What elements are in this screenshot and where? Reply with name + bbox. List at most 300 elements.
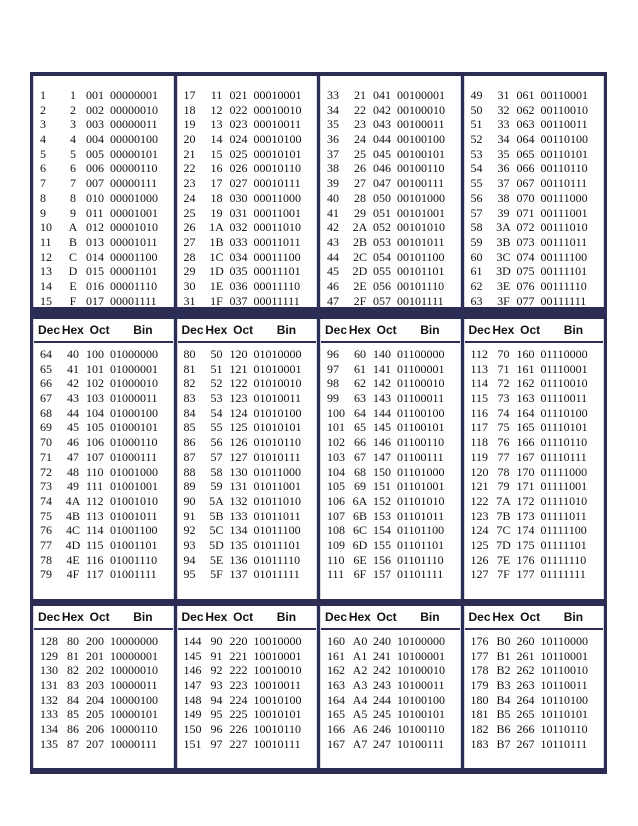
bin-value: 00100111 [397, 176, 445, 191]
dec-value: 117 [470, 420, 489, 435]
hex-value: 62 [354, 376, 366, 391]
bin-value: 01000001 [110, 361, 158, 376]
bin-value: 00111001 [540, 205, 588, 220]
table-rows [321, 630, 460, 752]
bin-value: 10000101 [110, 707, 158, 722]
table-rows [178, 343, 317, 582]
table-row [465, 191, 604, 206]
dec-value: 67 [40, 391, 52, 406]
oct-value: 173 [516, 508, 535, 523]
bin-value: 01101110 [397, 552, 444, 567]
dec-value: 146 [183, 663, 202, 678]
oct-value: 137 [229, 567, 248, 582]
dec-value: 27 [183, 234, 196, 249]
table-row [178, 538, 317, 553]
table-row [321, 147, 460, 162]
hex-value: 80 [67, 634, 79, 648]
hex-value: 6B [352, 508, 367, 523]
hex-value: 56 [210, 435, 223, 450]
hex-value: 25 [354, 146, 366, 161]
hex-value: A2 [352, 663, 368, 678]
oct-value: 045 [373, 146, 391, 161]
bin-value: 00110100 [540, 132, 589, 147]
dec-value: 180 [470, 692, 489, 707]
table-row [34, 88, 173, 103]
hex-value: 5D [209, 537, 224, 552]
hex-value: 92 [210, 663, 223, 678]
dec-value: 177 [470, 648, 489, 663]
oct-value: 027 [229, 176, 248, 191]
column-header-row [34, 319, 173, 343]
bin-value: 01010110 [253, 435, 302, 450]
bin-value: 10110100 [540, 692, 589, 707]
hex-value: 5C [209, 523, 224, 538]
table-row [178, 663, 317, 678]
table-row [321, 161, 460, 176]
table-row [321, 191, 460, 206]
dec-value: 44 [327, 249, 339, 264]
dec-value: 2 [40, 102, 46, 117]
column-header-row [465, 606, 604, 630]
table-row [178, 362, 317, 377]
oct-value: 051 [373, 205, 391, 220]
dec-value: 80 [183, 347, 196, 361]
bin-value: 01000000 [110, 347, 158, 361]
header-oct: Oct [376, 323, 397, 337]
bin-value: 01110010 [540, 376, 588, 391]
dec-value: 29 [183, 264, 196, 279]
dec-value: 115 [470, 391, 489, 406]
table-row [178, 678, 317, 693]
hex-value: 18 [210, 190, 223, 205]
oct-value: 070 [516, 190, 535, 205]
dec-value: 12 [40, 249, 52, 264]
hex-value: A1 [352, 648, 368, 663]
table-column [464, 606, 605, 768]
bin-value: 01101000 [397, 464, 445, 479]
oct-value: 064 [516, 132, 535, 147]
table-row [321, 538, 460, 553]
dec-value: 114 [470, 376, 489, 391]
dec-value: 6 [40, 161, 46, 176]
dec-value: 24 [183, 190, 196, 205]
bin-value: 00011111 [253, 293, 300, 307]
dec-value: 25 [183, 205, 196, 220]
table-row [178, 737, 317, 752]
hex-value: 26 [354, 161, 366, 176]
table-row [465, 235, 604, 250]
table-row [465, 722, 604, 737]
table-row [34, 693, 173, 708]
oct-value: 066 [516, 161, 535, 176]
table-rows [465, 343, 604, 582]
dec-value: 4 [40, 132, 46, 147]
table-row [321, 450, 460, 465]
bin-value: 00101001 [397, 205, 445, 220]
oct-value: 162 [516, 376, 535, 391]
hex-value: 57 [210, 449, 223, 464]
hex-value: 40 [67, 347, 79, 361]
hex-value: 41 [67, 361, 79, 376]
bin-value: 01000011 [110, 391, 158, 406]
dec-value: 87 [183, 449, 196, 464]
dec-value: 133 [40, 707, 58, 722]
dec-value: 34 [327, 102, 339, 117]
oct-value: 072 [516, 220, 535, 235]
table-row [465, 435, 604, 450]
bin-value: 00000101 [110, 146, 158, 161]
bin-value: 10000111 [110, 736, 158, 751]
hex-value: 74 [497, 405, 510, 420]
hex-value: A0 [352, 634, 368, 648]
bin-value: 01101101 [397, 537, 445, 552]
bin-value: 00111110 [540, 278, 587, 293]
oct-value: 111 [86, 479, 104, 494]
table-row [178, 347, 317, 362]
dec-value: 124 [470, 523, 489, 538]
bin-value: 01100000 [397, 347, 445, 361]
table-row [465, 509, 604, 524]
dec-value: 75 [40, 508, 52, 523]
table-row [34, 220, 173, 235]
oct-value: 062 [516, 102, 535, 117]
table-row [178, 117, 317, 132]
hex-value: 8 [70, 190, 76, 205]
dec-value: 144 [183, 634, 202, 648]
oct-value: 102 [86, 376, 104, 391]
oct-value: 154 [373, 523, 391, 538]
oct-value: 160 [516, 347, 535, 361]
hex-value: 4A [65, 493, 81, 508]
oct-value: 156 [373, 552, 391, 567]
oct-value: 122 [229, 376, 248, 391]
table-row [178, 161, 317, 176]
oct-value: 262 [516, 663, 535, 678]
bin-value: 00001101 [110, 264, 158, 279]
dec-value: 22 [183, 161, 196, 176]
table-row [321, 250, 460, 265]
bin-value: 10000100 [110, 692, 158, 707]
table-rows [321, 76, 460, 307]
hex-value: 68 [354, 464, 366, 479]
hex-value: 33 [497, 117, 510, 132]
table-row [465, 663, 604, 678]
oct-value: 152 [373, 493, 391, 508]
table-row [34, 567, 173, 582]
hex-value: 4B [65, 508, 80, 523]
table-row [321, 420, 460, 435]
hex-value: 53 [210, 391, 223, 406]
dec-value: 148 [183, 692, 202, 707]
hex-value: 3C [496, 249, 511, 264]
bin-value: 10000000 [110, 634, 158, 648]
table-row [178, 391, 317, 406]
table-row [465, 678, 604, 693]
bin-value: 10010001 [253, 648, 302, 663]
dec-value: 119 [470, 449, 489, 464]
oct-value: 261 [516, 648, 535, 663]
bin-value: 01100100 [397, 405, 445, 420]
hex-value: 2 [70, 102, 76, 117]
hex-value: 69 [354, 479, 366, 494]
table-row [178, 465, 317, 480]
hex-value: 50 [210, 347, 223, 361]
header-dec: Dec [325, 610, 348, 624]
oct-value: 063 [516, 117, 535, 132]
hex-value: A4 [352, 692, 368, 707]
table-row [178, 494, 317, 509]
table-column [177, 319, 318, 599]
oct-value: 247 [373, 736, 391, 751]
dec-value: 1 [40, 88, 46, 102]
bin-value: 10110011 [540, 678, 588, 693]
bin-value: 01011010 [253, 493, 302, 508]
dec-value: 149 [183, 707, 202, 722]
hex-value: 1C [209, 249, 224, 264]
table-row [321, 264, 460, 279]
oct-value: 024 [229, 132, 248, 147]
table-row [34, 103, 173, 118]
table-row [321, 678, 460, 693]
oct-value: 052 [373, 220, 391, 235]
bin-value: 01010001 [253, 361, 302, 376]
table-row [465, 406, 604, 421]
dec-value: 92 [183, 523, 196, 538]
hex-value: 3B [496, 234, 511, 249]
dec-value: 26 [183, 220, 196, 235]
hex-value: 7F [497, 567, 510, 582]
oct-value: 007 [86, 176, 104, 191]
hex-value: 3E [496, 278, 511, 293]
header-bin: Bin [276, 610, 297, 624]
oct-value: 023 [229, 117, 248, 132]
dec-value: 42 [327, 220, 339, 235]
bin-value: 01110101 [540, 420, 588, 435]
oct-value: 246 [373, 722, 391, 737]
bin-value: 01011101 [253, 537, 301, 552]
dec-value: 69 [40, 420, 52, 435]
oct-value: 014 [86, 249, 104, 264]
hex-value: 3F [497, 293, 510, 307]
bin-value: 01011000 [253, 464, 302, 479]
oct-value: 011 [86, 205, 104, 220]
dec-value: 61 [470, 264, 483, 279]
bin-value: 01111000 [540, 464, 588, 479]
hex-value: 9 [70, 205, 76, 220]
dec-value: 62 [470, 278, 483, 293]
bin-value: 10100101 [397, 707, 445, 722]
header-dec: Dec [468, 610, 491, 624]
bin-value: 01001101 [110, 537, 158, 552]
oct-value: 226 [229, 722, 248, 737]
dec-value: 31 [183, 293, 196, 307]
bin-value: 01111010 [540, 493, 588, 508]
hex-value: 70 [497, 347, 510, 361]
table-row [178, 176, 317, 191]
bin-value: 00011100 [253, 249, 301, 264]
dec-value: 178 [470, 663, 489, 678]
table-row [321, 479, 460, 494]
dec-value: 49 [470, 88, 483, 102]
table-row [34, 649, 173, 664]
dec-value: 73 [40, 479, 52, 494]
dec-value: 85 [183, 420, 196, 435]
table-row [321, 435, 460, 450]
table-row [178, 435, 317, 450]
oct-value: 074 [516, 249, 535, 264]
table-row [178, 147, 317, 162]
hex-value: 1D [209, 264, 224, 279]
dec-value: 131 [40, 678, 58, 693]
dec-value: 90 [183, 493, 196, 508]
oct-value: 144 [373, 405, 391, 420]
dec-value: 28 [183, 249, 196, 264]
dec-value: 82 [183, 376, 196, 391]
header-oct: Oct [520, 610, 541, 624]
oct-value: 136 [229, 552, 248, 567]
dec-value: 83 [183, 391, 196, 406]
hex-value: 21 [354, 88, 366, 102]
oct-value: 001 [86, 88, 104, 102]
bin-value: 01001110 [110, 552, 158, 567]
dec-value: 17 [183, 88, 196, 102]
table-row [34, 191, 173, 206]
dec-value: 38 [327, 161, 339, 176]
bin-value: 00010111 [253, 176, 301, 191]
bin-value: 01101010 [397, 493, 445, 508]
hex-value: A3 [352, 678, 368, 693]
table-row [34, 465, 173, 480]
hex-value: A6 [352, 722, 368, 737]
oct-value: 177 [516, 567, 535, 582]
dec-value: 14 [40, 278, 52, 293]
oct-value: 035 [229, 264, 248, 279]
dec-value: 151 [183, 736, 202, 751]
dec-value: 66 [40, 376, 52, 391]
header-bin: Bin [133, 323, 153, 337]
header-dec: Dec [468, 323, 491, 337]
bin-value: 10110110 [540, 722, 588, 737]
hex-value: B5 [496, 707, 511, 722]
hex-value: 4 [70, 132, 76, 147]
oct-value: 031 [229, 205, 248, 220]
oct-value: 042 [373, 102, 391, 117]
hex-value: 5E [209, 552, 224, 567]
dec-value: 105 [327, 479, 345, 494]
table-row [465, 220, 604, 235]
oct-value: 006 [86, 161, 104, 176]
oct-value: 112 [86, 493, 104, 508]
table-row [34, 722, 173, 737]
oct-value: 032 [229, 220, 248, 235]
bin-value: 10100110 [397, 722, 445, 737]
table-row [178, 509, 317, 524]
hex-value: 29 [354, 205, 366, 220]
table-row [465, 707, 604, 722]
oct-value: 043 [373, 117, 391, 132]
hex-value: 58 [210, 464, 223, 479]
bin-value: 10010110 [253, 722, 302, 737]
oct-value: 115 [86, 537, 104, 552]
hex-value: 6E [353, 552, 367, 567]
table-row [465, 147, 604, 162]
hex-value: B1 [496, 648, 511, 663]
hex-value: 72 [497, 376, 510, 391]
table-row [34, 391, 173, 406]
bin-value: 01001011 [110, 508, 158, 523]
oct-value: 200 [86, 634, 104, 648]
bin-value: 01011111 [253, 567, 300, 582]
section-3 [33, 606, 604, 768]
hex-value: 46 [67, 435, 79, 450]
column-header-row [178, 319, 317, 343]
hex-value: 67 [354, 449, 366, 464]
bin-value: 01001001 [110, 479, 158, 494]
hex-value: 3 [70, 117, 76, 132]
oct-value: 110 [86, 464, 104, 479]
bin-value: 00100100 [397, 132, 445, 147]
oct-value: 021 [229, 88, 248, 102]
table-row [321, 567, 460, 582]
oct-value: 004 [86, 132, 104, 147]
dec-value: 132 [40, 692, 58, 707]
bin-value: 00111101 [540, 264, 588, 279]
oct-value: 037 [229, 293, 248, 307]
table-row [178, 553, 317, 568]
dec-value: 135 [40, 736, 58, 751]
header-hex: Hex [348, 610, 371, 624]
dec-value: 21 [183, 146, 196, 161]
hex-value: 2B [352, 234, 367, 249]
oct-value: 266 [516, 722, 535, 737]
dec-value: 106 [327, 493, 345, 508]
oct-value: 243 [373, 678, 391, 693]
dec-value: 101 [327, 420, 345, 435]
oct-value: 017 [86, 293, 104, 307]
table-row [178, 279, 317, 294]
oct-value: 022 [229, 102, 248, 117]
bin-value: 01011011 [253, 508, 301, 523]
bin-value: 10100111 [397, 736, 445, 751]
table-rows [465, 76, 604, 307]
bin-value: 00101000 [397, 190, 445, 205]
dec-value: 118 [470, 435, 489, 450]
table-row [465, 465, 604, 480]
table-row [465, 206, 604, 221]
table-row [34, 264, 173, 279]
table-rows [34, 343, 173, 582]
oct-value: 025 [229, 146, 248, 161]
dec-value: 57 [470, 205, 483, 220]
bin-value: 00010001 [253, 88, 302, 102]
bin-value: 00100011 [397, 117, 445, 132]
table-rows [321, 343, 460, 582]
oct-value: 117 [86, 567, 104, 582]
hex-value: 45 [67, 420, 79, 435]
hex-value: 19 [210, 205, 223, 220]
dec-value: 37 [327, 146, 339, 161]
table-row [178, 707, 317, 722]
hex-value: 2A [352, 220, 368, 235]
table-row [34, 523, 173, 538]
oct-value: 221 [229, 648, 248, 663]
hex-value: 2F [353, 293, 367, 307]
table-row [34, 538, 173, 553]
column-header-row [178, 606, 317, 630]
hex-value: 66 [354, 435, 366, 450]
oct-value: 047 [373, 176, 391, 191]
oct-value: 147 [373, 449, 391, 464]
